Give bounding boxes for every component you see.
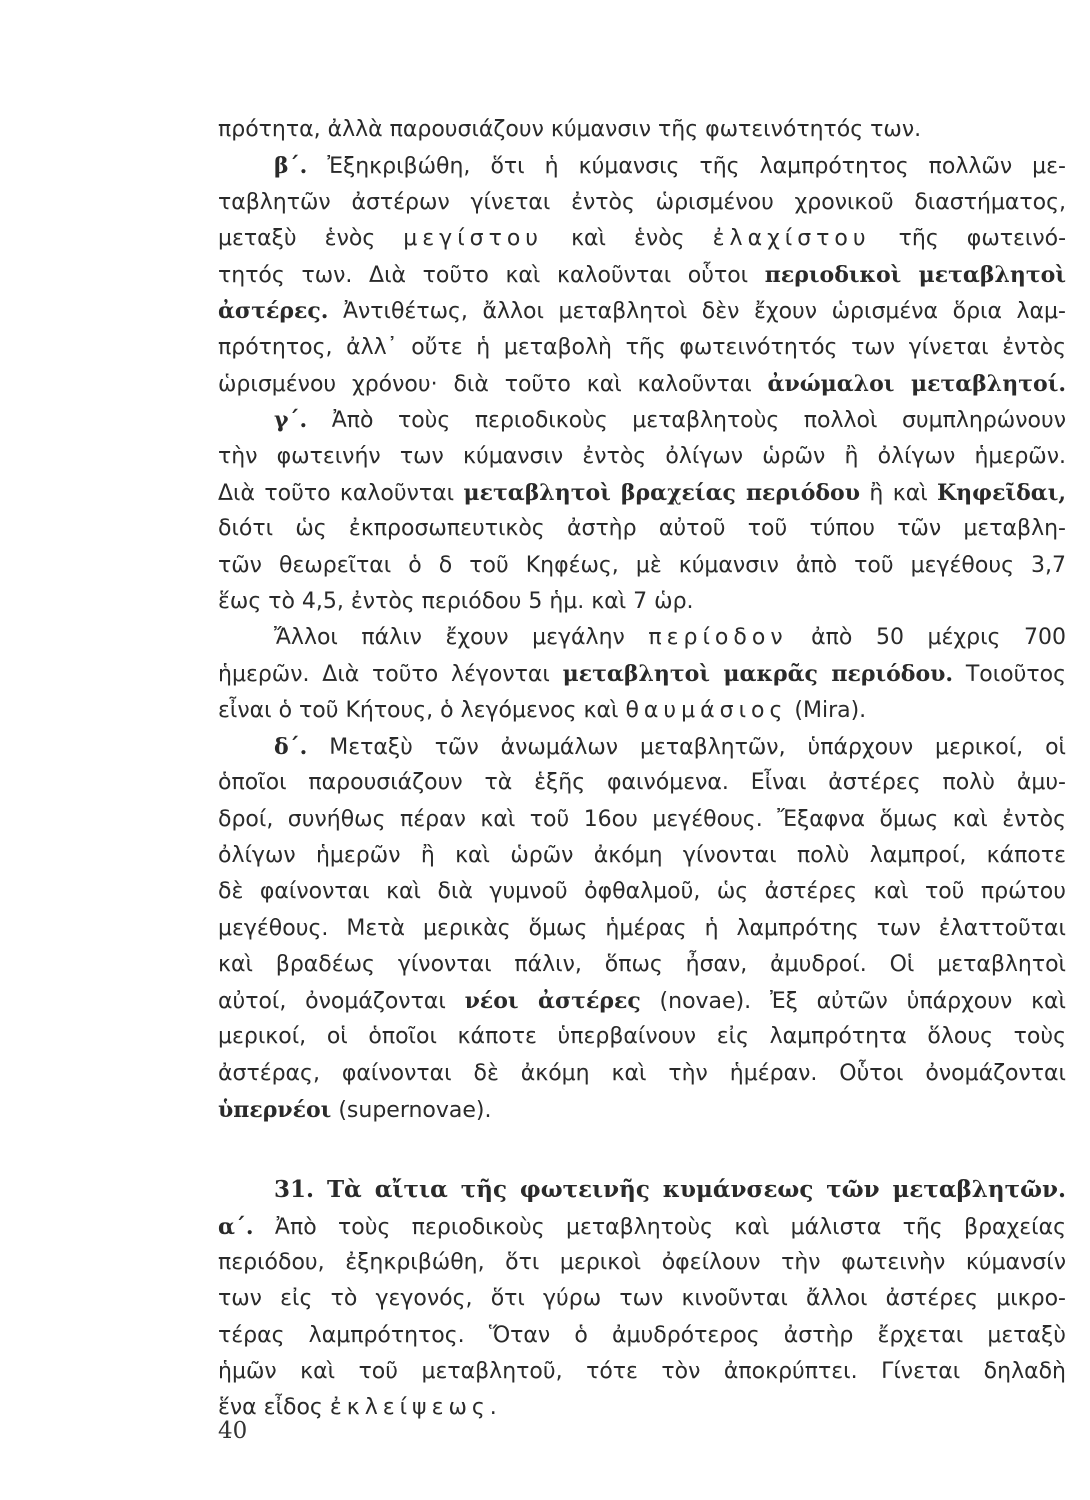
text-line: δροί, συνήθως πέραν καὶ τοῦ 16ου μεγέθους. Ἔξαφνα ὅμως καὶ ἐντὸς xyxy=(218,806,1066,832)
item-label: α΄. xyxy=(218,1213,254,1240)
item-label: β΄. xyxy=(274,153,308,180)
bold-term: μεταβλητοὶ μακρᾶς περιόδου. xyxy=(562,661,954,688)
text-line: περιόδου, ἐξηκριβώθη, ὅτι μερικοὶ ὀφείλουν τὴν φωτεινὴν κύμανσίν xyxy=(218,1249,1066,1275)
text-line: τὴν φωτεινήν των κύμανσιν ἐντὸς ὀλίγων ὡρῶν ἢ ὀλίγων ἡμερῶν. xyxy=(218,443,1066,469)
spaced-term: θαυμάσιος xyxy=(625,697,788,723)
text-line: μεταξὺ ἑνὸς μεγίστου καὶ ἑνὸς ἐλαχίστου τῆς φωτεινό- xyxy=(218,225,1067,251)
text-line: ἡμῶν καὶ τοῦ μεταβλητοῦ, τότε τὸν ἀποκρύπτει. Γίνεται δηλαδὴ xyxy=(218,1358,1066,1384)
page-body xyxy=(218,112,1066,1426)
section-heading: 31. Τὰ αἴτια τῆς φωτεινῆς κυμάνσεως τῶν μεταβλητῶν. xyxy=(274,1176,1066,1204)
bold-term: περιοδικοὶ μεταβλητοὶ xyxy=(764,262,1066,289)
text-line: εἶναι ὁ τοῦ Κήτους, ὁ λεγόμενος καὶ θαυμάσιος (Mira). xyxy=(218,697,867,723)
spaced-term: περίοδον xyxy=(648,625,788,651)
spaced-term: ἐκλείψεως xyxy=(329,1395,490,1421)
text-line: ὡρισμένου χρόνου· διὰ τοῦτο καὶ καλοῦνται ἀνώμαλοι μεταβλητοί. xyxy=(218,371,1066,398)
text-line: Διὰ τοῦτο καλοῦνται μεταβλητοὶ βραχείας περιόδου ἢ καὶ Κηφεῖδαι, xyxy=(218,479,1066,506)
text-line: μερικοί, οἱ ὁποῖοι κάποτε ὑπερβαίνουν εἰς λαμπρότητα ὅλους τοὺς xyxy=(218,1024,1066,1050)
text-line: γ΄. Ἀπὸ τοὺς περιοδικοὺς μεταβλητοὺς πολλοὶ συμπληρώνουν xyxy=(274,407,1066,434)
text-line: ὑπερνέοι (supernovae). xyxy=(218,1097,492,1124)
text-line: μεγέθους. Μετὰ μερικὰς ὅμως ἡμέρας ἡ λαμπρότης των ἐλαττοῦται xyxy=(218,915,1066,941)
text-line: τέρας λαμπρότητος. Ὅταν ὁ ἀμυδρότερος ἀστὴρ ἔρχεται μεταξὺ xyxy=(218,1322,1066,1348)
text-line: τητός των. Διὰ τοῦτο καὶ καλοῦνται οὗτοι περιοδικοὶ μεταβλητοὶ xyxy=(218,262,1066,289)
text-line: α΄. Ἀπὸ τοὺς περιοδικοὺς μεταβλητοὺς καὶ μάλιστα τῆς βραχείας xyxy=(218,1213,1066,1240)
bold-term: ἀνώμαλοι μεταβλητοί. xyxy=(767,371,1066,398)
bold-term: μεταβλητοὶ βραχείας περιόδου xyxy=(463,479,860,506)
text-line: ἡμερῶν. Διὰ τοῦτο λέγονται μεταβλητοὶ μακρᾶς περιόδου. Τοιοῦτος xyxy=(218,661,1066,688)
text-line: Ἄλλοι πάλιν ἔχουν μεγάλην περίοδον ἀπὸ 50 μέχρις 700 xyxy=(274,625,1066,651)
text-line: ἀστέρες. Ἀντιθέτως, ἄλλοι μεταβλητοὶ δὲν ἔχουν ὡρισμένα ὅρια λαμ- xyxy=(218,298,1066,325)
text-line: ἕως τὸ 4,5, ἐντὸς περιόδου 5 ἡμ. καὶ 7 ὡρ. xyxy=(218,588,694,614)
spaced-term: ἐλαχίστου xyxy=(712,225,871,251)
page-number: 40 xyxy=(218,1418,248,1444)
item-label: γ΄. xyxy=(274,407,308,434)
text-line: δ΄. Μεταξὺ τῶν ἀνωμάλων μεταβλητῶν, ὑπάρχουν μερικοί, οἱ xyxy=(274,734,1066,761)
text-line: ἀστέρας, φαίνονται δὲ ἀκόμη καὶ τὴν ἡμέραν. Οὗτοι ὀνομάζονται xyxy=(218,1060,1066,1086)
bold-term: Κηφεῖδαι, xyxy=(937,479,1066,506)
text-line: δὲ φαίνονται καὶ διὰ γυμνοῦ ὀφθαλμοῦ, ὡς ἀστέρες καὶ τοῦ πρώτου xyxy=(218,879,1066,905)
text-line: διότι ὡς ἐκπροσωπευτικὸς ἀστὴρ αὐτοῦ τοῦ τύπου τῶν μεταβλη- xyxy=(218,516,1066,542)
text-line: πρότητος, ἀλλ᾽ οὔτε ἡ μεταβολὴ τῆς φωτεινότητός των γίνεται ἐντὸς xyxy=(218,334,1066,360)
text-line: καὶ βραδέως γίνονται πάλιν, ὅπως ἦσαν, ἀμυδροί. Οἱ μεταβλητοὶ xyxy=(218,951,1066,977)
text-line: β΄. Ἐξηκριβώθη, ὅτι ἡ κύμανσις τῆς λαμπρότητος πολλῶν με- xyxy=(274,153,1066,180)
text-line: ἕνα εἶδος ἐκλείψεως. xyxy=(218,1395,497,1421)
spaced-term: μεγίστου xyxy=(403,225,544,251)
bold-term: ἀστέρες. xyxy=(218,298,329,325)
text-line: ὀλίγων ἡμερῶν ἢ καὶ ὡρῶν ἀκόμη γίνονται πολὺ λαμπροί, κάποτε xyxy=(218,842,1066,868)
text-line: ὁποῖοι παρουσιάζουν τὰ ἑξῆς φαινόμενα. Εἶναι ἀστέρες πολὺ ἀμυ- xyxy=(218,770,1066,796)
bold-term: νέοι ἀστέρες xyxy=(464,988,641,1015)
text-line: τῶν θεωρεῖται ὁ δ τοῦ Κηφέως, μὲ κύμανσιν ἀπὸ τοῦ μεγέθους 3,7 xyxy=(218,552,1066,578)
text-line: ταβλητῶν ἀστέρων γίνεται ἐντὸς ὡρισμένου χρονικοῦ διαστήματος, xyxy=(218,189,1066,215)
text-line: αὐτοί, ὀνομάζονται νέοι ἀστέρες (novae). Ἐξ αὐτῶν ὑπάρχουν καὶ xyxy=(218,988,1066,1015)
section-gap xyxy=(218,1128,1066,1172)
item-label: δ΄. xyxy=(274,734,308,761)
text-line: των εἰς τὸ γεγονός, ὅτι γύρω των κινοῦνται ἄλλοι ἀστέρες μικρο- xyxy=(218,1286,1066,1312)
text-line: πρότητα, ἀλλὰ παρουσιάζουν κύμανσιν τῆς φωτεινότητός των. xyxy=(218,117,922,142)
bold-term: ὑπερνέοι xyxy=(218,1097,332,1124)
